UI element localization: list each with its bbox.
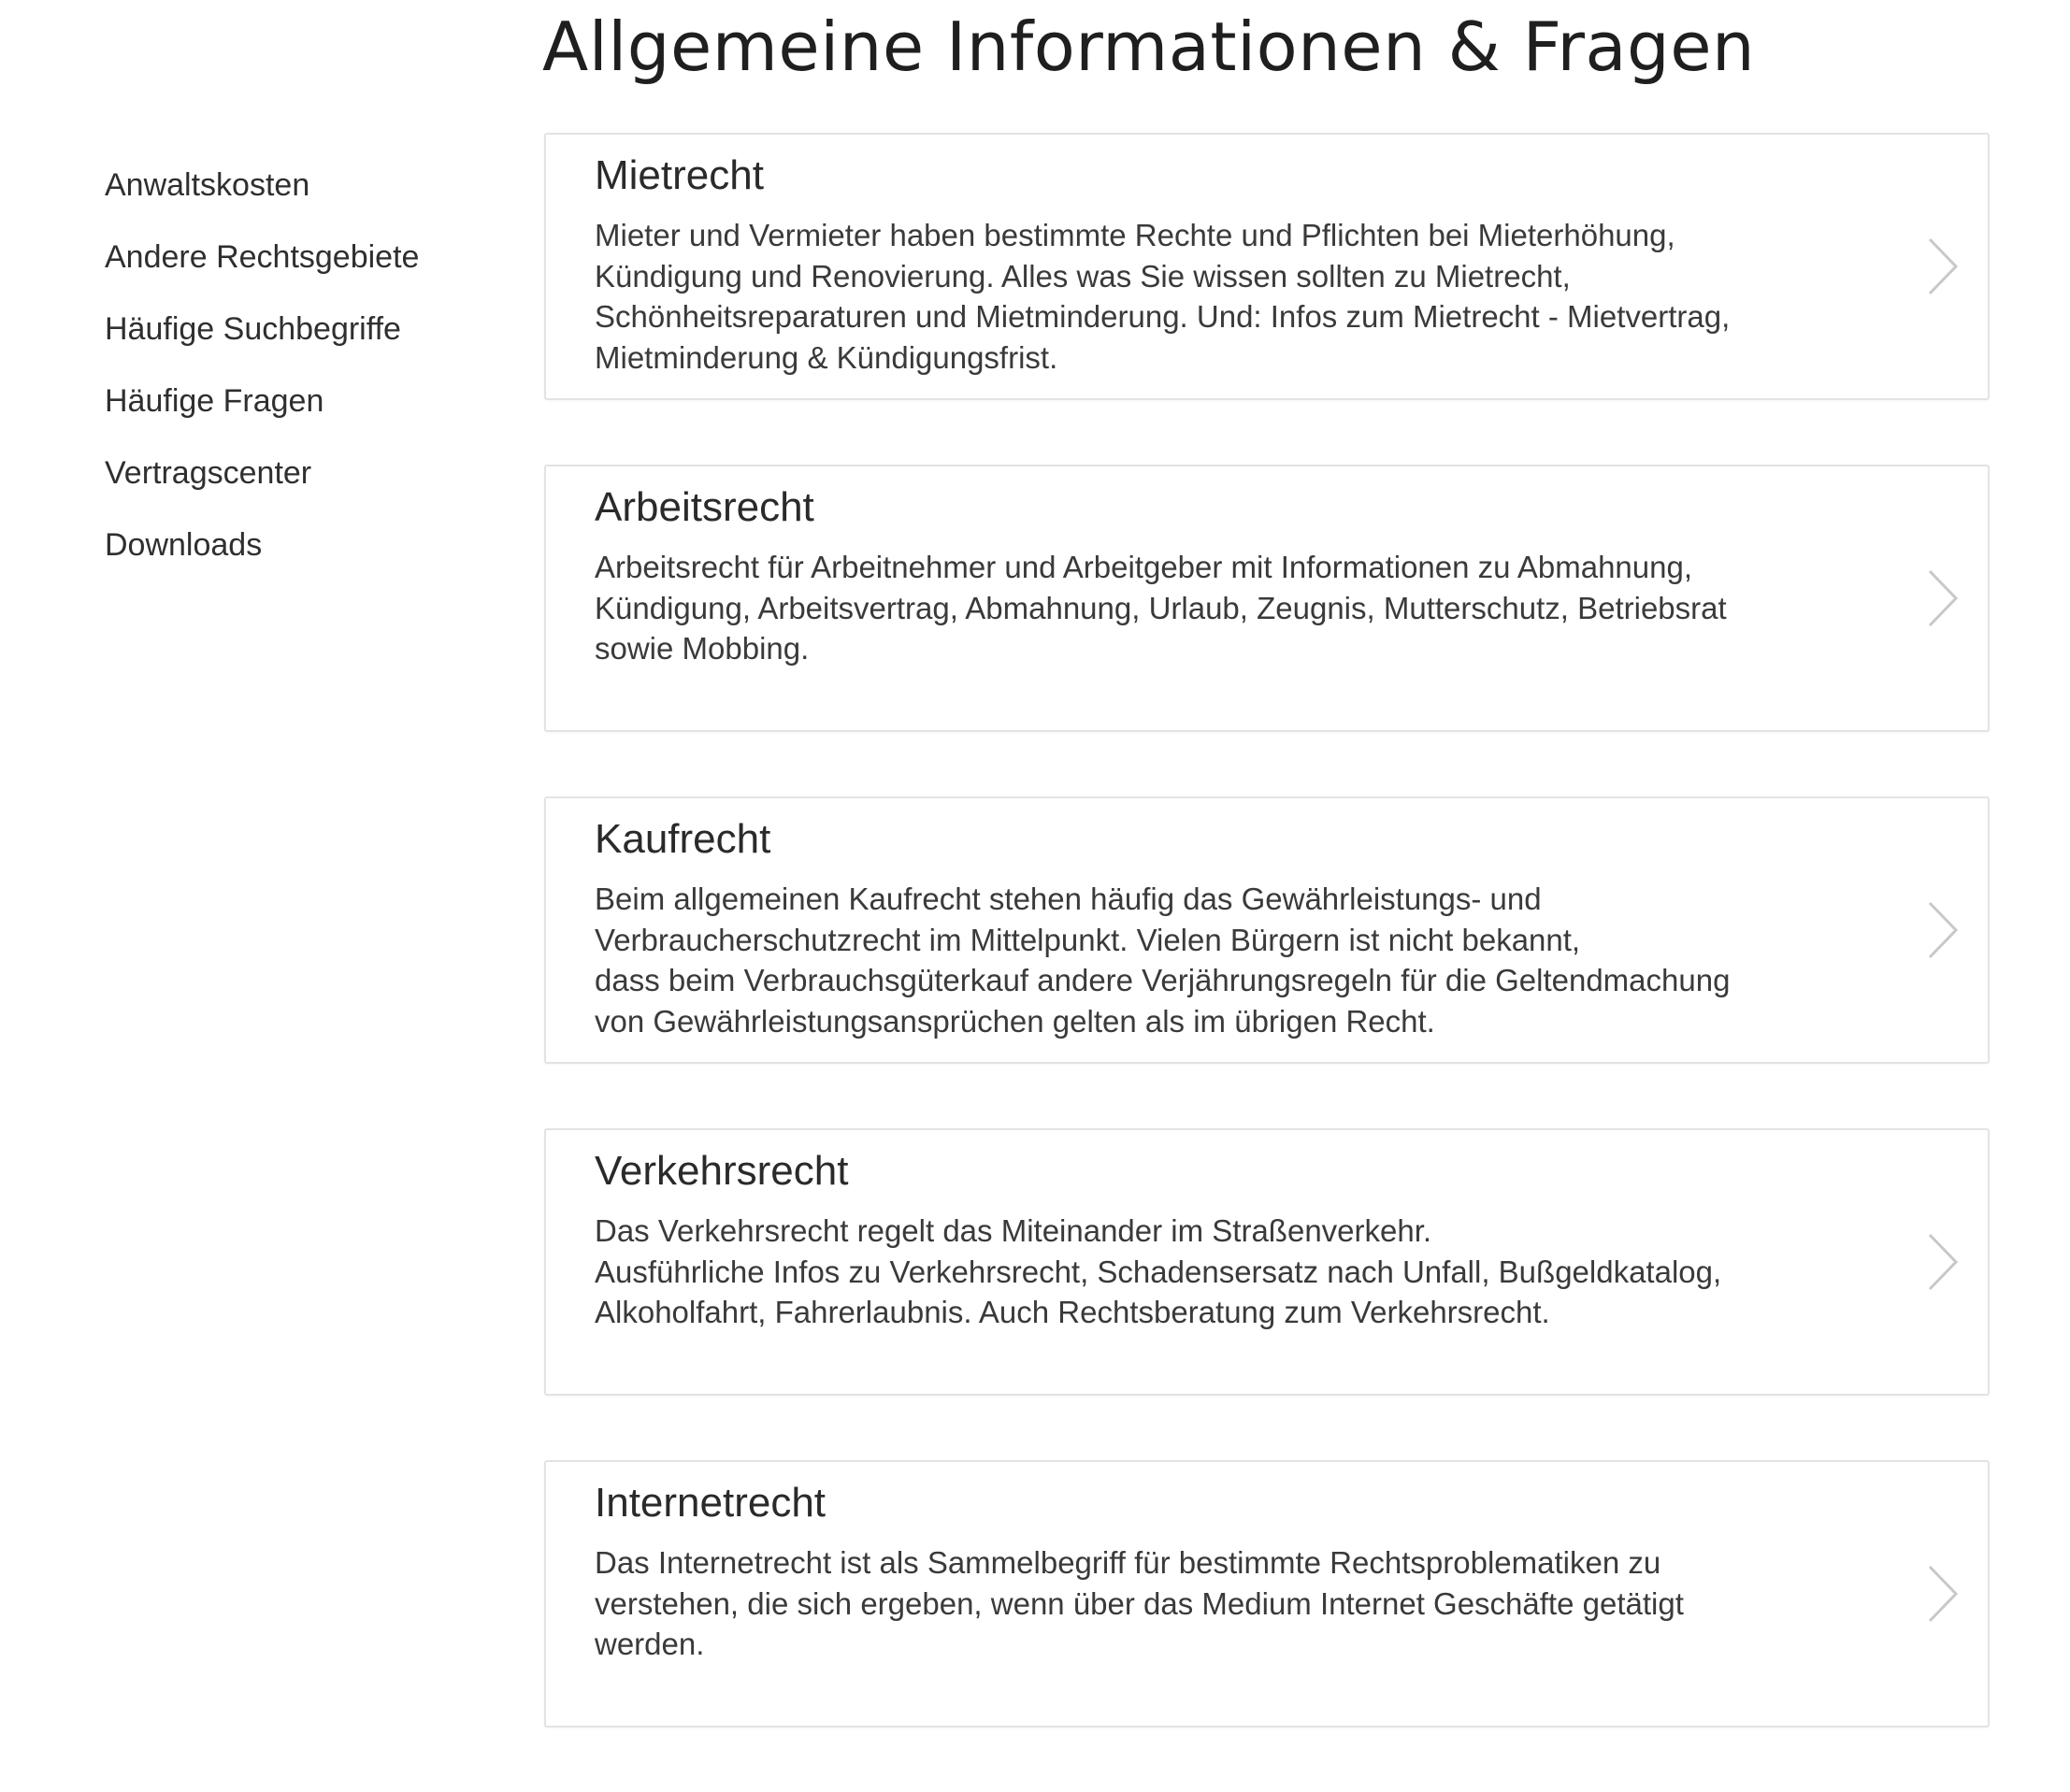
topic-card-arbeitsrecht[interactable] [544,465,1990,732]
sidebar-item-haeufige-suchbegriffe[interactable]: Häufige Suchbegriffe [105,311,401,347]
topic-card-list [544,133,1990,1792]
card-description: Das Verkehrsrecht regelt das Miteinander im Straßenverkehr. Ausführliche Infos zu Verkehrsrecht, Schadensersatz nach Unfall, Bußgeldkatalog, Alkoholfahrt, Fahrerlaubnis. Auch Rechtsberatung zum Verkehrsrecht. [595,1213,1722,1329]
topic-card-kaufrecht[interactable] [544,796,1990,1064]
card-description: Arbeitsrecht für Arbeitnehmer und Arbeitgeber mit Informationen zu Abmahnung, Kündigung, Arbeitsvertrag, Abmahnung, Urlaub, Zeugnis, Mutterschutz, Betriebsrat sowie Mobbing. [595,550,1727,666]
card-description: Das Internetrecht ist als Sammelbegriff für bestimmte Rechtsproblematiken zu verstehen, die sich ergeben, wenn über das Medium Internet Geschäfte getätigt werden. [595,1545,1684,1661]
chevron-right-icon[interactable] [1919,1229,1965,1295]
chevron-right-icon[interactable] [1919,897,1965,963]
sidebar-nav [105,157,516,589]
card-title: Mietrecht [595,152,764,198]
sidebar-item-anwaltskosten[interactable]: Anwaltskosten [105,167,310,203]
card-title: Verkehrsrecht [595,1148,849,1194]
chevron-right-icon[interactable] [1919,1561,1965,1627]
card-title: Kaufrecht [595,816,771,862]
topic-card-mietrecht[interactable] [544,133,1990,400]
card-description: Mieter und Vermieter haben bestimmte Rechte und Pflichten bei Mieterhöhung, Kündigung und Renovierung. Alles was Sie wissen sollten zu Mietrecht, Schönheitsreparaturen und Mietminderung. Und: Infos zum Mietrecht - Mietvertrag, Mietminderung & Kündigungsfrist. [595,218,1731,375]
sidebar-item-downloads[interactable]: Downloads [105,527,263,563]
chevron-right-icon[interactable] [1919,234,1965,299]
card-title: Arbeitsrecht [595,484,814,530]
sidebar-item-andere-rechtsgebiete[interactable]: Andere Rechtsgebiete [105,239,420,275]
card-title: Internetrecht [595,1480,827,1526]
page-title: Allgemeine Informationen & Fragen [542,7,1756,86]
topic-card-verkehrsrecht[interactable] [544,1128,1990,1396]
sidebar-item-vertragscenter[interactable]: Vertragscenter [105,455,312,491]
sidebar-item-haeufige-fragen[interactable]: Häufige Fragen [105,383,324,419]
card-description: Beim allgemeinen Kaufrecht stehen häufig das Gewährleistungs- und Verbraucherschutzrecht im Mittelpunkt. Vielen Bürgern ist nicht bekannt, dass beim Verbrauchsgüterkauf andere Verjährungsregeln für die Geltendmachung von Gewährleistungsansprüchen gelten als im übrigen Recht. [595,882,1731,1039]
topic-card-internetrecht[interactable] [544,1460,1990,1727]
chevron-right-icon[interactable] [1919,566,1965,631]
